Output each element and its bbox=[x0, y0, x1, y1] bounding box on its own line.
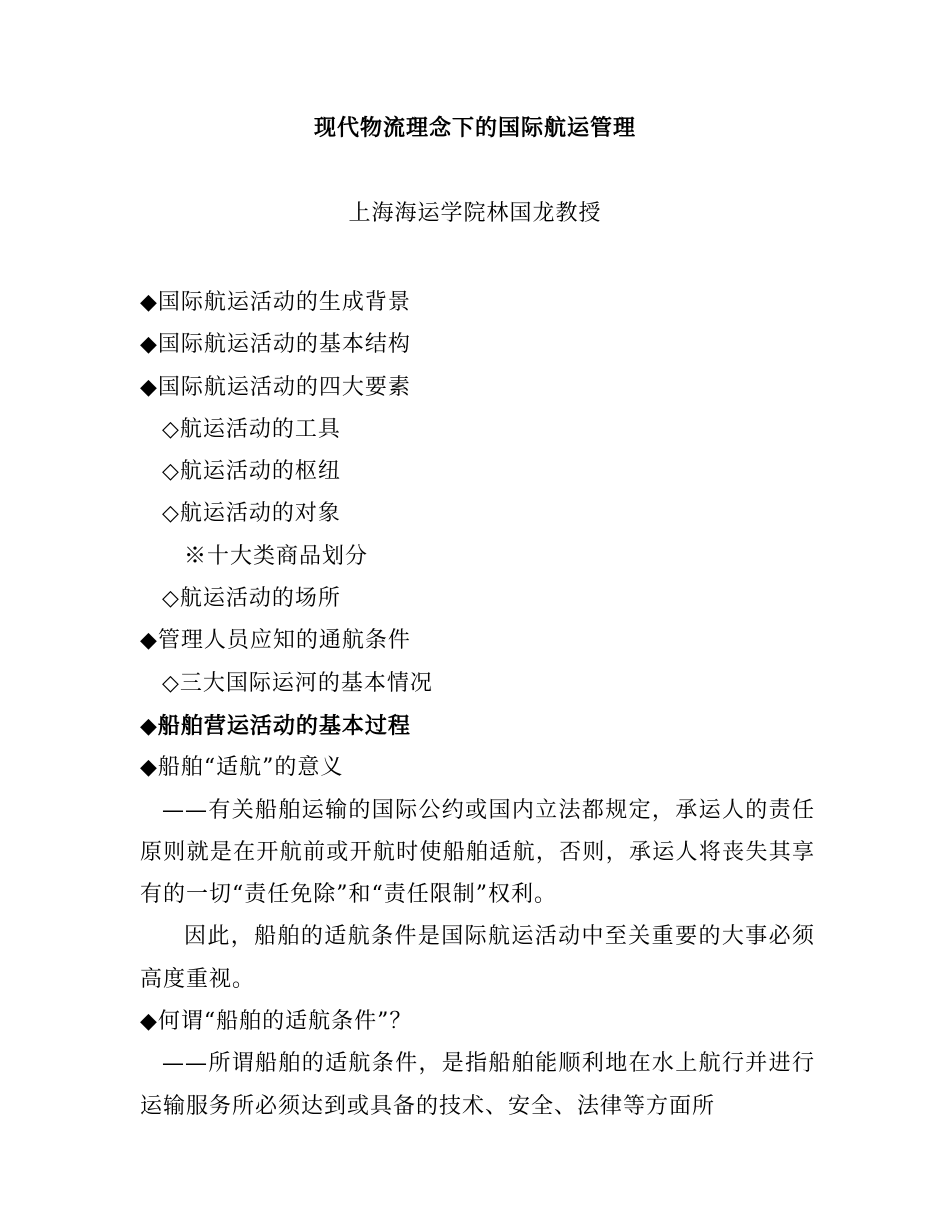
paragraph-seaworthiness-liability: ——有关船舶运输的国际公约或国内立法都规定，承运人的责任原则就是在开航前或开航时使船舶适航，否则，承运人将丧失其享有的一切“责任免除”和“责任限制”权利。 bbox=[140, 797, 815, 908]
outline-item: ◆国际航运活动的生成背景 bbox=[140, 290, 411, 315]
outline-item: ◆国际航运活动的四大要素 bbox=[140, 374, 411, 400]
outline-subitem: ◇三大国际运河的基本情况 bbox=[162, 670, 433, 696]
outline-note: ※十大类商品划分 bbox=[184, 543, 369, 569]
document-body bbox=[140, 282, 815, 1128]
outline-item: ◆管理人员应知的通航条件 bbox=[140, 628, 411, 654]
paragraph-seaworthiness-importance: 因此，船舶的适航条件是国际航运活动中至关重要的大事必须高度重视。 bbox=[140, 924, 815, 992]
paragraph-seaworthiness-definition: ——所谓船舶的适航条件，是指船舶能顺利地在水上航行并进行运输服务所必须达到或具备的技术、安全、法律等方面所 bbox=[140, 1051, 815, 1119]
outline-subitem: ◇航运活动的枢纽 bbox=[162, 459, 341, 485]
question-heading: ◆何谓“船舶的适航条件”？ bbox=[140, 1009, 413, 1035]
outline-subitem: ◇航运活动的场所 bbox=[162, 586, 341, 612]
document-title: 现代物流理念下的国际航运管理 bbox=[313, 115, 636, 141]
outline-subitem: ◇航运活动的工具 bbox=[162, 416, 341, 442]
outline-item-bold: ◆船舶营运活动的基本过程 bbox=[140, 712, 411, 739]
outline-item: ◆船舶“适航”的意义 bbox=[140, 755, 344, 781]
document-author: 上海海运学院林国龙教授 bbox=[348, 201, 602, 226]
outline-item: ◆国际航运活动的基本结构 bbox=[140, 332, 411, 358]
outline-subitem: ◇航运活动的对象 bbox=[162, 501, 341, 527]
